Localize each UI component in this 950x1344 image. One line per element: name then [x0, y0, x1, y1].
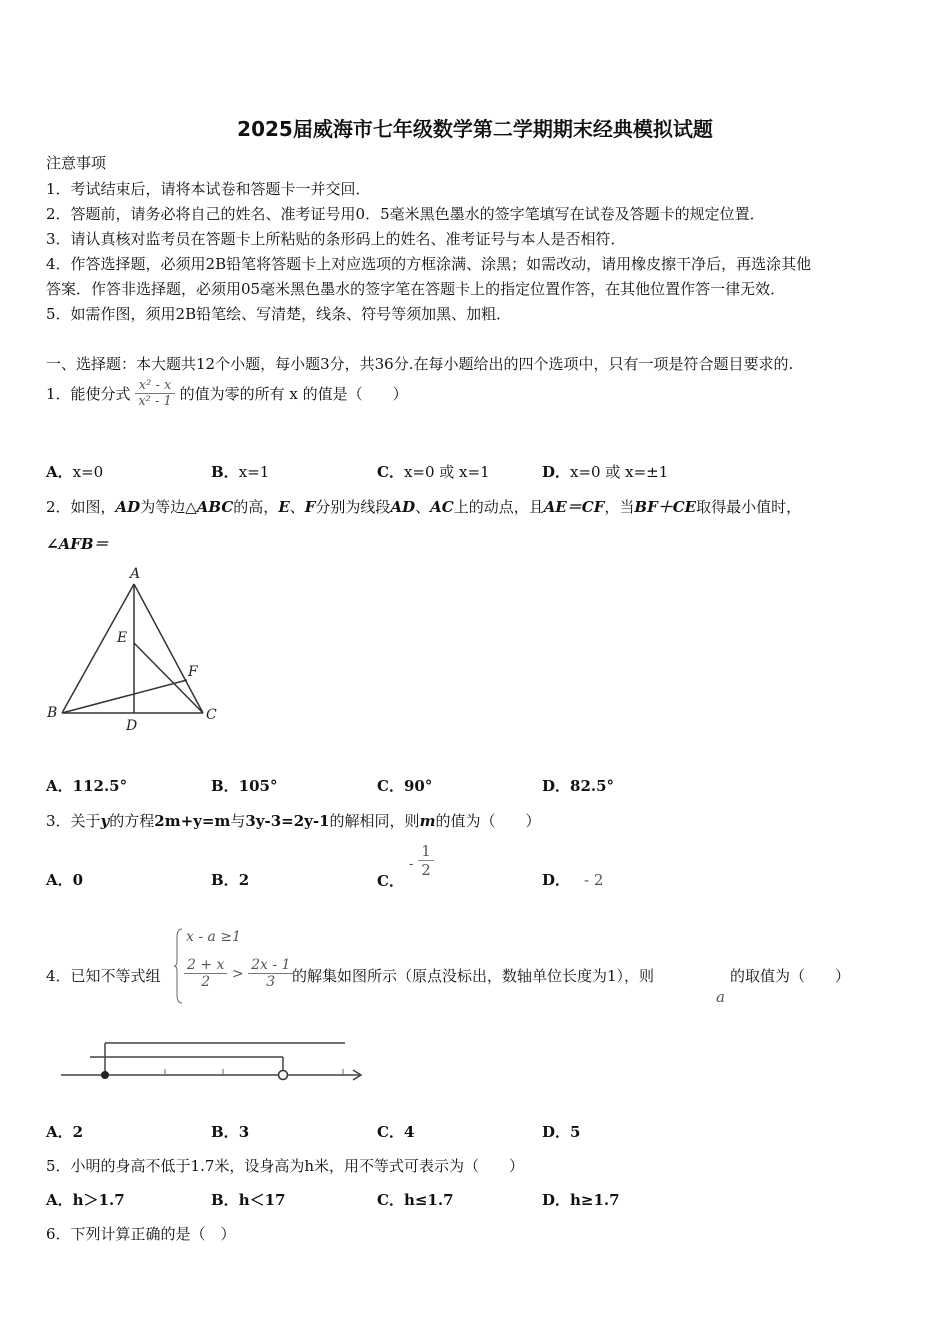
- q1-frac-den: x² - 1: [138, 394, 172, 409]
- q3-option-b[interactable]: B．2: [211, 871, 250, 889]
- q5-option-b[interactable]: B．h＜17: [211, 1191, 286, 1209]
- notice-item: 4．作答选择题，必须用2B铅笔将答题卡上对应选项的方框涂满、涂黑；如需改动，请用橡皮擦干净后，再选涂其他: [46, 255, 812, 273]
- q1-option-c[interactable]: C．x=0 或 x=1: [377, 463, 490, 481]
- segment-bf: [62, 680, 187, 713]
- q3-option-d[interactable]: D． - 2: [542, 871, 604, 889]
- q4-option-d[interactable]: D．5: [542, 1123, 581, 1141]
- side-ac: [134, 584, 203, 713]
- open-point: [279, 1071, 288, 1080]
- notice-item: 3．请认真核对监考员在答题卡上所粘贴的条形码上的姓名、准考证号与本人是否相符．: [46, 230, 626, 248]
- q2-line2: ∠AFB＝: [46, 535, 109, 553]
- q2-option-c[interactable]: C．90°: [377, 777, 433, 795]
- q4-option-c[interactable]: C．4: [377, 1123, 415, 1141]
- notice-item: 答案．作答非选择题，必须用05毫米黑色墨水的签字笔在答题卡上的指定位置作答，在其他位置作答一律无效．: [46, 280, 786, 298]
- notice-item: 5．如需作图，须用2B铅笔绘、写清楚，线条、符号等须加黑、加粗．: [46, 305, 512, 323]
- side-ab: [62, 584, 134, 713]
- label-e: E: [117, 630, 128, 646]
- q2-option-a[interactable]: A．112.5°: [46, 777, 128, 795]
- label-b: B: [47, 705, 58, 721]
- q1-frac-num: x² - x: [135, 378, 174, 394]
- question-2: 2．如图，AD为等边△ABC的高，E、F分别为线段AD、AC上的动点，且AE＝CF，当BF＋CE取得最小值时，: [46, 498, 802, 516]
- q1-fraction: [135, 378, 174, 409]
- closed-point: [101, 1071, 109, 1079]
- notice-item: 2．答题前，请务必将自己的姓名、准考证号用0．5毫米黑色墨水的签字笔填写在试卷及答题卡的规定位置．: [46, 205, 765, 223]
- q1-suffix: 的值为零的所有 x 的值是（ ）: [179, 385, 408, 403]
- q1-option-d[interactable]: D．x=0 或 x=±1: [542, 463, 669, 481]
- q1-prefix: 1．能使分式: [46, 385, 131, 403]
- number-line: [55, 1035, 375, 1090]
- brace-icon: [174, 927, 184, 1005]
- q4-inequality-system: x - a ≥1 $\frac{2 + x}{2}$ > $\frac{2x - 1}{3}$: [174, 927, 292, 1007]
- label-c: C: [206, 707, 217, 723]
- q2-option-d[interactable]: D．82.5°: [542, 777, 615, 795]
- q4-option-b[interactable]: B．3: [211, 1123, 250, 1141]
- section-heading: 一、选择题：本大题共12个小题，每小题3分，共36分.在每小题给出的四个选项中，只有一项是符合题目要求的.: [46, 355, 794, 373]
- question-3: 3．关于y的方程2m+y=m与3y-3=2y-1的解相同，则m的值为（ ）: [46, 812, 541, 830]
- question-6: 6．下列计算正确的是（ ）: [46, 1225, 236, 1243]
- q5-option-c[interactable]: C．h≤1.7: [377, 1191, 454, 1209]
- q3-option-a[interactable]: A．0: [46, 871, 84, 889]
- notice-heading: 注意事项: [46, 154, 107, 172]
- triangle-figure: [40, 560, 230, 740]
- q3-option-c[interactable]: C． - $\frac{1}{2}$: [377, 842, 434, 891]
- q4-suffix2: 的取值为（ ）: [730, 967, 851, 985]
- q4-var-a: a: [716, 988, 725, 1006]
- question-5: 5．小明的身高不低于1.7米，设身高为h米，用不等式可表示为（ ）: [46, 1157, 525, 1175]
- notice-item: 1．考试结束后，请将本试卷和答题卡一并交回．: [46, 180, 371, 198]
- q4-option-a[interactable]: A．2: [46, 1123, 84, 1141]
- q2-option-b[interactable]: B．105°: [211, 777, 278, 795]
- label-a: A: [130, 566, 141, 582]
- q5-option-d[interactable]: D．h≥1.7: [542, 1191, 620, 1209]
- label-d: D: [126, 718, 138, 734]
- q3-c-fraction: $\frac{1}{2}$: [418, 842, 434, 879]
- page-title: 2025届威海市七年级数学第二学期期末经典模拟试题: [237, 117, 713, 141]
- q4-suffix: 的解集如图所示（原点没标出，数轴单位长度为1），则: [292, 967, 655, 985]
- q1-option-a[interactable]: A．x=0: [46, 463, 104, 481]
- q1-option-b[interactable]: B．x=1: [211, 463, 270, 481]
- question-1: [46, 378, 408, 409]
- q5-option-a[interactable]: A．h＞1.7: [46, 1191, 125, 1209]
- q4-prefix: 4．已知不等式组: [46, 967, 161, 985]
- label-f: F: [188, 664, 198, 680]
